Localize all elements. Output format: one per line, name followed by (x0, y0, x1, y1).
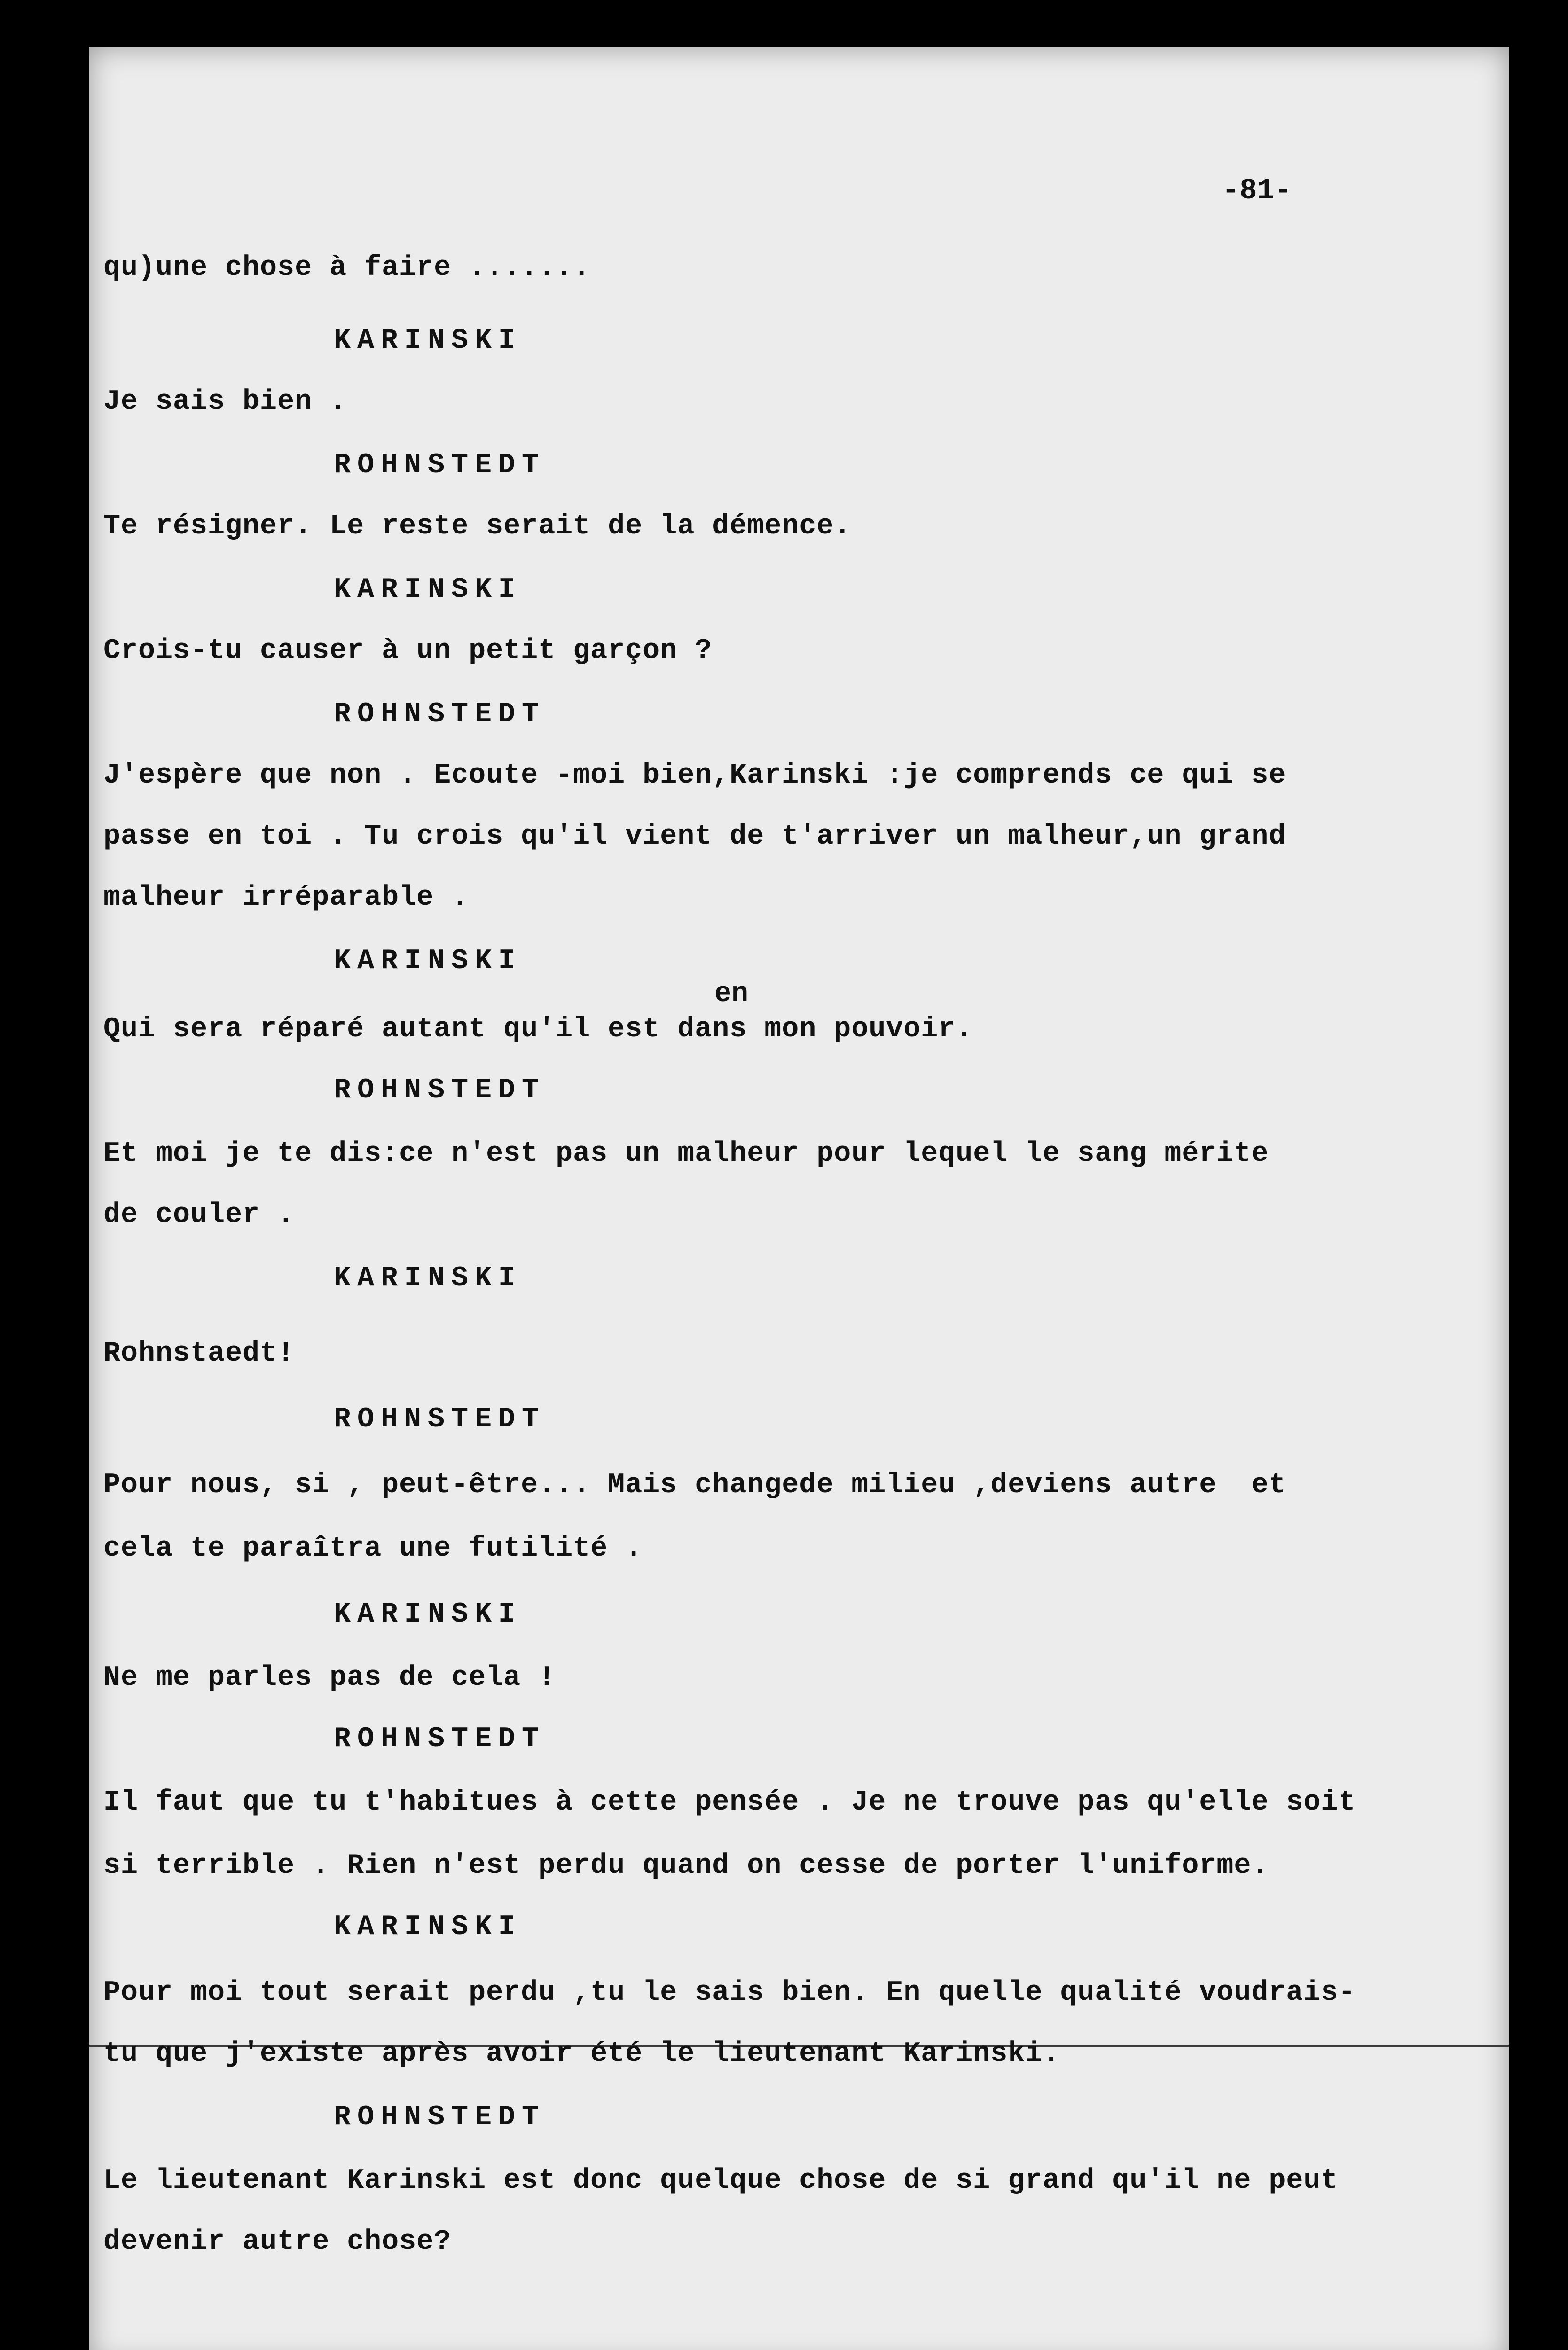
dialogue-line: passe en toi . Tu crois qu'il vient de t'arriver un malheur,un grand (103, 821, 1286, 853)
speaker-name: KARINSKI (334, 1262, 522, 1294)
speaker-name: KARINSKI (334, 945, 522, 977)
dialogue-line: malheur irréparable . (103, 882, 469, 914)
speaker-name: ROHNSTEDT (334, 2101, 546, 2133)
dialogue-line: si terrible . Rien n'est perdu quand on cesse de porter l'uniforme. (103, 1850, 1269, 1882)
dialogue-line: Rohnstaedt! (103, 1338, 295, 1370)
speaker-name: KARINSKI (334, 1911, 522, 1943)
dialogue-line: Je sais bien . (103, 386, 347, 418)
dialogue-line: cela te paraîtra une futilité . (103, 1533, 643, 1565)
speaker-name: ROHNSTEDT (334, 698, 546, 730)
speaker-name: KARINSKI (334, 1598, 522, 1630)
dialogue-line: Ne me parles pas de cela ! (103, 1662, 556, 1694)
speaker-name: ROHNSTEDT (334, 1403, 546, 1435)
page-number: -81- (1222, 174, 1292, 207)
dialogue-line: Le lieutenant Karinski est donc quelque chose de si grand qu'il ne peut (103, 2165, 1339, 2197)
dialogue-line: Et moi je te dis:ce n'est pas un malheur pour lequel le sang mérite (103, 1138, 1269, 1170)
dialogue-line: qu)une chose à faire ....... (103, 252, 591, 284)
speaker-name: KARINSKI (334, 325, 522, 357)
dialogue-line: Il faut que tu t'habitues à cette pensée . Je ne trouve pas qu'elle soit (103, 1786, 1356, 1818)
typewritten-page (89, 47, 1509, 2350)
speaker-name: KARINSKI (334, 574, 522, 606)
dialogue-line: Crois-tu causer à un petit garçon ? (103, 635, 713, 667)
dialogue-line: J'espère que non . Ecoute -moi bien,Karinski :je comprends ce qui se (103, 760, 1286, 791)
dialogue-line: devenir autre chose? (103, 2226, 452, 2258)
dialogue-line: tu que j'existe après avoir été le lieutenant Karinski. (103, 2038, 1060, 2070)
speaker-name: ROHNSTEDT (334, 449, 546, 481)
dialogue-line: Qui sera réparé autant qu'il est dans mon pouvoir. (103, 1013, 973, 1045)
speaker-name: ROHNSTEDT (334, 1723, 546, 1755)
dialogue-line: Pour nous, si , peut-être... Mais changede milieu ,deviens autre et (103, 1469, 1286, 1501)
dialogue-line: Pour moi tout serait perdu ,tu le sais bien. En quelle qualité voudrais- (103, 1977, 1356, 2009)
dialogue-line: Te résigner. Le reste serait de la démence. (103, 510, 852, 542)
handwritten-insertion: en (714, 978, 749, 1010)
speaker-name: ROHNSTEDT (334, 1074, 546, 1106)
dialogue-line: de couler . (103, 1199, 295, 1231)
